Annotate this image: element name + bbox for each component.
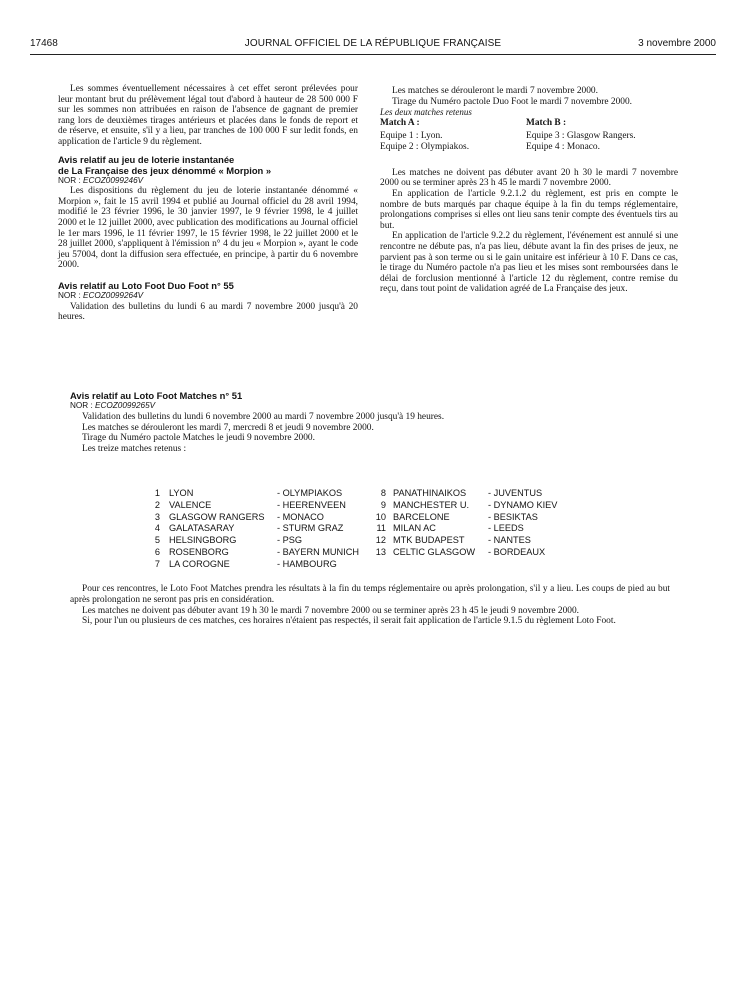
nor-reference xyxy=(70,401,670,412)
away-team: - NANTES xyxy=(488,535,531,546)
match-number: 1 xyxy=(154,488,160,498)
duo-foot-validation: Validation des bulletins du lundi 6 au mardi 7 novembre 2000 jusqu'à 20 heures. xyxy=(58,301,358,323)
nor-code: ECOZ0099246V xyxy=(83,175,144,185)
home-team: VALENCE xyxy=(169,499,212,510)
match-number: 3 xyxy=(154,511,160,522)
away-team: - PSG xyxy=(277,535,303,546)
page-number: 17468 xyxy=(30,38,58,49)
table-row xyxy=(148,500,578,512)
matches-dates: Les matches se dérouleront les mardi 7, mercredi 8 et jeudi 9 novembre 2000. xyxy=(82,422,374,433)
table-row xyxy=(148,512,578,524)
table-row xyxy=(148,547,578,559)
match-number: 13 xyxy=(375,546,386,557)
match-number: 6 xyxy=(154,546,160,557)
home-team: HELSINGBORG xyxy=(169,535,237,546)
table-row xyxy=(148,559,578,571)
matches-table xyxy=(148,488,578,571)
nor-label: NOR : xyxy=(58,175,84,185)
duo-foot-goals-rule: En application de l'article 9.2.1.2 du règlement, est pris en compte le nombre de buts marqués par chaque équipe à la fin du temps réglementaire, prolongations comprises si elles ont lieu sans tenir compte des éventuels tirs au but. xyxy=(380,188,678,231)
match-b-team3: Equipe 3 : Glasgow Rangers. xyxy=(526,131,636,142)
match-number: 5 xyxy=(154,535,160,546)
match-b-label: Match B : xyxy=(526,117,567,128)
match-number: 8 xyxy=(380,488,386,498)
table-row xyxy=(148,535,578,547)
match-number: 4 xyxy=(154,523,160,534)
section-title-morpion-line1: Avis relatif au jeu de loterie instantanée xyxy=(58,153,235,165)
issue-date: 3 novembre 2000 xyxy=(638,38,716,49)
away-team: - DYNAMO KIEV xyxy=(488,499,558,510)
matches-intro: Les treize matches retenus : xyxy=(82,444,187,455)
home-team: GALATASARAY xyxy=(169,523,235,534)
nor-label: NOR : xyxy=(70,401,96,410)
intro-paragraph: Les sommes éventuellement nécessaires à cet effet seront prélevées pour leur montant brut du prélèvement légal tout d'abord à hauteur de 28 500 000 F sur les sommes non attribuées en raison de l'absence de gagnant de premier rang lors de deuxièmes tirages antérieurs et placées dans le fonds de report et de réserve, et ensuite, s'il y a lieu, par tranches de 100 000 F sur ledit fonds, en application de l'article 9 du règlement. xyxy=(58,84,358,147)
home-team: LA COROGNE xyxy=(169,558,230,569)
away-team: - HAMBOURG xyxy=(277,558,337,569)
loto-foot-matches-section xyxy=(70,390,670,455)
matches-article-rule: Si, pour l'un ou plusieurs de ces matches, ces horaires n'étaient pas respectés, il serait fait application de l'article 9.1.5 du règlement Loto Foot. xyxy=(82,616,616,627)
nor-label: NOR : xyxy=(58,290,84,300)
match-number: 12 xyxy=(375,535,386,546)
matches-results-rule: Pour ces rencontres, le Loto Foot Matches prendra les résultats à la fin du temps réglementaire ou après prolongation, s'il y a lieu. Les coups de pied au but après prolongation ne seront pas pris en considération. xyxy=(70,584,670,605)
table-row xyxy=(148,523,578,535)
section-title-loto-foot-matches: Avis relatif au Loto Foot Matches n° 51 xyxy=(70,390,243,401)
journal-title: JOURNAL OFFICIEL DE LA RÉPUBLIQUE FRANÇAISE xyxy=(244,38,502,49)
match-a-team1: Equipe 1 : Lyon. xyxy=(380,131,443,142)
match-number: 10 xyxy=(375,511,386,522)
match-grid xyxy=(380,118,678,162)
home-team: PANATHINAIKOS xyxy=(393,488,467,498)
duo-foot-draw-date: Tirage du Numéro pactole Duo Foot le mardi 7 novembre 2000. xyxy=(392,96,632,107)
home-team: CELTIC GLASGOW xyxy=(393,546,476,557)
home-team: LYON xyxy=(169,488,194,498)
table-row xyxy=(148,488,578,500)
home-team: MANCHESTER U. xyxy=(393,499,470,510)
home-team: MILAN AC xyxy=(393,523,436,534)
nor-code: ECOZ0099264V xyxy=(83,290,144,300)
match-number: 2 xyxy=(154,499,160,510)
duo-foot-time-rule: Les matches ne doivent pas débuter avant 20 h 30 le mardi 7 novembre 2000 ou se terminer après 23 h 45 le mardi 7 novembre 2000. xyxy=(380,167,678,189)
home-team: ROSENBORG xyxy=(169,546,229,557)
duo-foot-cancel-rule: En application de l'article 9.2.2 du règlement, l'événement est annulé si une rencontre ne débute pas, n'a pas lieu, débute avant la fin des prises de jeux, ne parvient pas à son terme ou si le gain unitaire est inférieur à 10 F. Dans ce cas, le tirage du Numéro pactole n'a pas lieu et les mises sont remboursées dans le délai de forclusion mentionné à l'article 12 du règlement, contre remise du reçu, dans tout point de validation agréé de La Française des jeux. xyxy=(380,231,678,295)
nor-reference xyxy=(58,291,358,302)
away-team: - JUVENTUS xyxy=(488,488,543,498)
matches-time-rule: Les matches ne doivent pas débuter avant 19 h 30 le mardi 7 novembre 2000 ou se terminer après 23 h 45 le jeudi 9 novembre 2000. xyxy=(82,605,579,616)
home-team: BARCELONE xyxy=(393,511,450,522)
home-team: GLASGOW RANGERS xyxy=(169,511,265,522)
nor-reference xyxy=(58,176,358,187)
away-team: - MONACO xyxy=(277,511,324,522)
match-number: 7 xyxy=(154,558,160,569)
section-title-duo-foot: Avis relatif au Loto Foot Duo Foot n° 55 xyxy=(58,279,234,291)
match-b xyxy=(526,118,676,153)
left-column xyxy=(58,84,358,323)
match-a-label: Match A : xyxy=(380,117,420,128)
page-header xyxy=(30,36,716,55)
matches-caption: Les deux matches retenus xyxy=(380,107,472,118)
match-number: 9 xyxy=(380,499,386,510)
away-team: - BESIKTAS xyxy=(488,511,538,522)
matches-validation: Validation des bulletins du lundi 6 novembre 2000 au mardi 7 novembre 2000 jusqu'à 19 heures. xyxy=(82,411,445,422)
match-number: 11 xyxy=(376,523,386,534)
home-team: MTK BUDAPEST xyxy=(393,535,465,546)
section-title-morpion-line2: de La Française des jeux dénommé « Morpion » xyxy=(58,164,272,176)
away-team: - HEERENVEEN xyxy=(277,499,346,510)
away-team: - BAYERN MUNICH xyxy=(277,546,360,557)
duo-foot-match-date: Les matches se dérouleront le mardi 7 novembre 2000. xyxy=(392,86,598,96)
match-a-team2: Equipe 2 : Olympiakos. xyxy=(380,141,470,152)
match-a xyxy=(380,118,530,153)
away-team: - OLYMPIAKOS xyxy=(277,488,343,498)
match-b-team4: Equipe 4 : Monaco. xyxy=(526,141,600,152)
matches-draw: Tirage du Numéro pactole Matches le jeudi 9 novembre 2000. xyxy=(82,433,315,444)
nor-code: ECOZ0099265V xyxy=(95,401,156,410)
away-team: - BORDEAUX xyxy=(488,546,546,557)
right-column xyxy=(380,86,678,295)
away-team: - STURM GRAZ xyxy=(277,523,344,534)
away-team: - LEEDS xyxy=(488,523,524,534)
loto-foot-matches-rules xyxy=(70,584,670,627)
morpion-paragraph: Les dispositions du règlement du jeu de loterie instantanée dénommé « Morpion », fait le 15 avril 1994 et publié au Journal officiel du 28 avril 1994, modifié le 23 février 1996, le 30 janvier 1997, le 9 février 1998, le 4 juillet 2000 et le 12 juillet 2000, avec publication des modifications au Journal officiel le 1er mars 1996, le 11 février 1997, le 15 février 1998, le 22 juillet 2000 et le 28 juillet 2000, s'appliquent à l'émission n° 4 du jeu « Morpion », ayant le code jeu 57004, dont la diffusion sera effectuée, en principe, à partir du 6 novembre 2000. xyxy=(58,186,358,271)
